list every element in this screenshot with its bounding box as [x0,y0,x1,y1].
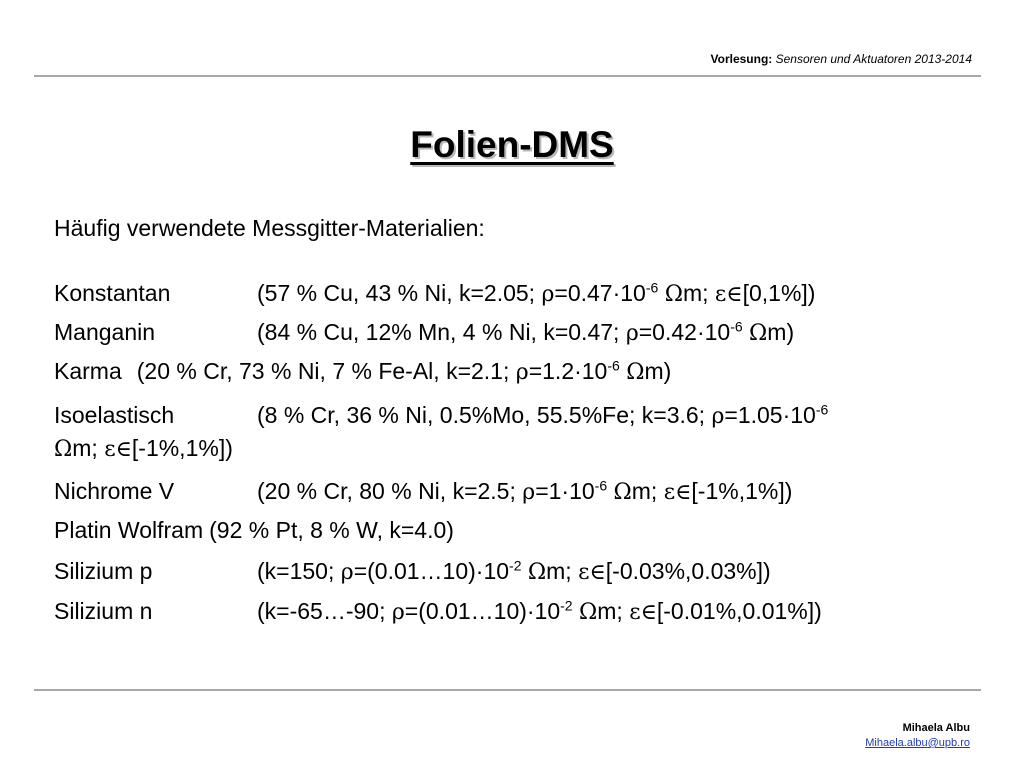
material-composition: (8 % Cr, 36 % Ni, 0.5%Mo, 55.5%Fe; k=3.6; [257,402,706,428]
ohm-symbol: Ω [527,560,547,585]
unit-tail: m; [682,280,709,306]
rho-value: =0.47·10 [554,280,646,306]
exponent: -6 [730,318,743,335]
material-row-isoelastisch-continued [54,432,984,466]
unit-tail: m) [644,358,672,384]
material-row-konstantan [54,277,984,311]
rho-symbol: ρ [391,600,405,625]
rho-value: =1.2·10 [528,358,608,384]
epsilon-in-symbol: ε∈ [663,480,692,505]
footer-email-link[interactable]: Mihaela.albu@upb.ro [865,737,970,749]
material-composition: (k=-65…-90; [257,598,386,624]
epsilon-in-symbol: ε∈ [714,282,743,307]
epsilon-in-symbol: ε∈ [629,600,657,625]
material-composition: (20 % Cr, 73 % Ni, 7 % Fe-Al, k=2.1; [136,358,510,384]
rho-value: =(0.01…10)·10 [404,598,561,624]
header-label: Vorlesung: [710,52,773,66]
strain-range: [0,1%]) [742,280,816,306]
material-row-nichrome-v [54,475,984,509]
footer-author: Mihaela Albu [902,722,970,734]
exponent: -2 [560,597,573,614]
unit-tail: m; [72,435,98,461]
material-composition: (92 % Pt, 8 % W, k=4.0) [209,517,454,543]
lecture-header [711,52,973,66]
rho-symbol: ρ [515,360,529,385]
rho-symbol: ρ [522,480,536,505]
ohm-symbol: Ω [54,437,73,462]
material-name: Konstantan [54,280,171,306]
exponent: -6 [645,279,659,296]
material-name: Nichrome V [54,478,175,504]
material-row-manganin [54,316,984,350]
epsilon-in-symbol: ε∈ [104,437,132,462]
unit-tail: m; [546,558,572,584]
material-name: Isoelastisch [54,402,175,428]
footer-divider [34,689,981,691]
ohm-symbol: Ω [749,321,768,346]
material-name: Manganin [54,319,156,345]
material-name: Karma [54,358,122,384]
material-row-silizium-n [54,595,984,629]
exponent: -6 [607,357,620,374]
strain-range: [-1%,1%]) [691,478,793,504]
material-composition: (84 % Cu, 12% Mn, 4 % Ni, k=0.47; [257,319,620,345]
rho-value: =1·10 [535,478,595,504]
ohm-symbol: Ω [613,480,632,505]
unit-tail: m) [767,319,795,345]
rho-symbol: ρ [711,404,725,429]
header-divider [34,75,981,77]
material-row-silizium-p [54,555,984,589]
material-composition: (k=150; [257,558,335,584]
material-composition: (20 % Cr, 80 % Ni, k=2.5; [257,478,516,504]
rho-value: =0.42·10 [638,319,731,345]
unit-tail: m; [631,478,658,504]
material-name: Silizium n [54,598,153,624]
rho-value: =1.05·10 [724,402,816,428]
rho-symbol: ρ [340,560,354,585]
header-subtitle: Sensoren und Aktuatoren 2013-2014 [775,52,972,66]
material-composition: (57 % Cu, 43 % Ni, k=2.05; [257,280,536,306]
slide-title: Folien-DMS [410,124,614,165]
rho-value: =(0.01…10)·10 [353,558,510,584]
material-row-karma [54,355,984,389]
material-row-platin-wolfram [54,514,984,547]
ohm-symbol: Ω [626,360,645,385]
strain-range: [-0.01%,0.01%]) [656,598,822,624]
unit-tail: m; [597,598,623,624]
exponent: -6 [594,477,608,494]
exponent: -6 [815,401,829,418]
ohm-symbol: Ω [664,282,683,307]
ohm-symbol: Ω [578,600,598,625]
rho-symbol: ρ [625,321,639,346]
exponent: -2 [509,557,522,574]
strain-range: [-1%,1%]) [131,435,233,461]
epsilon-in-symbol: ε∈ [578,560,606,585]
material-name: Silizium p [54,558,153,584]
rho-symbol: ρ [541,282,555,307]
material-name: Platin Wolfram [54,517,204,543]
material-row-isoelastisch [54,399,984,433]
intro-text: Häufig verwendete Messgitter-Materialien: [54,215,485,241]
strain-range: [-0.03%,0.03%]) [605,558,771,584]
